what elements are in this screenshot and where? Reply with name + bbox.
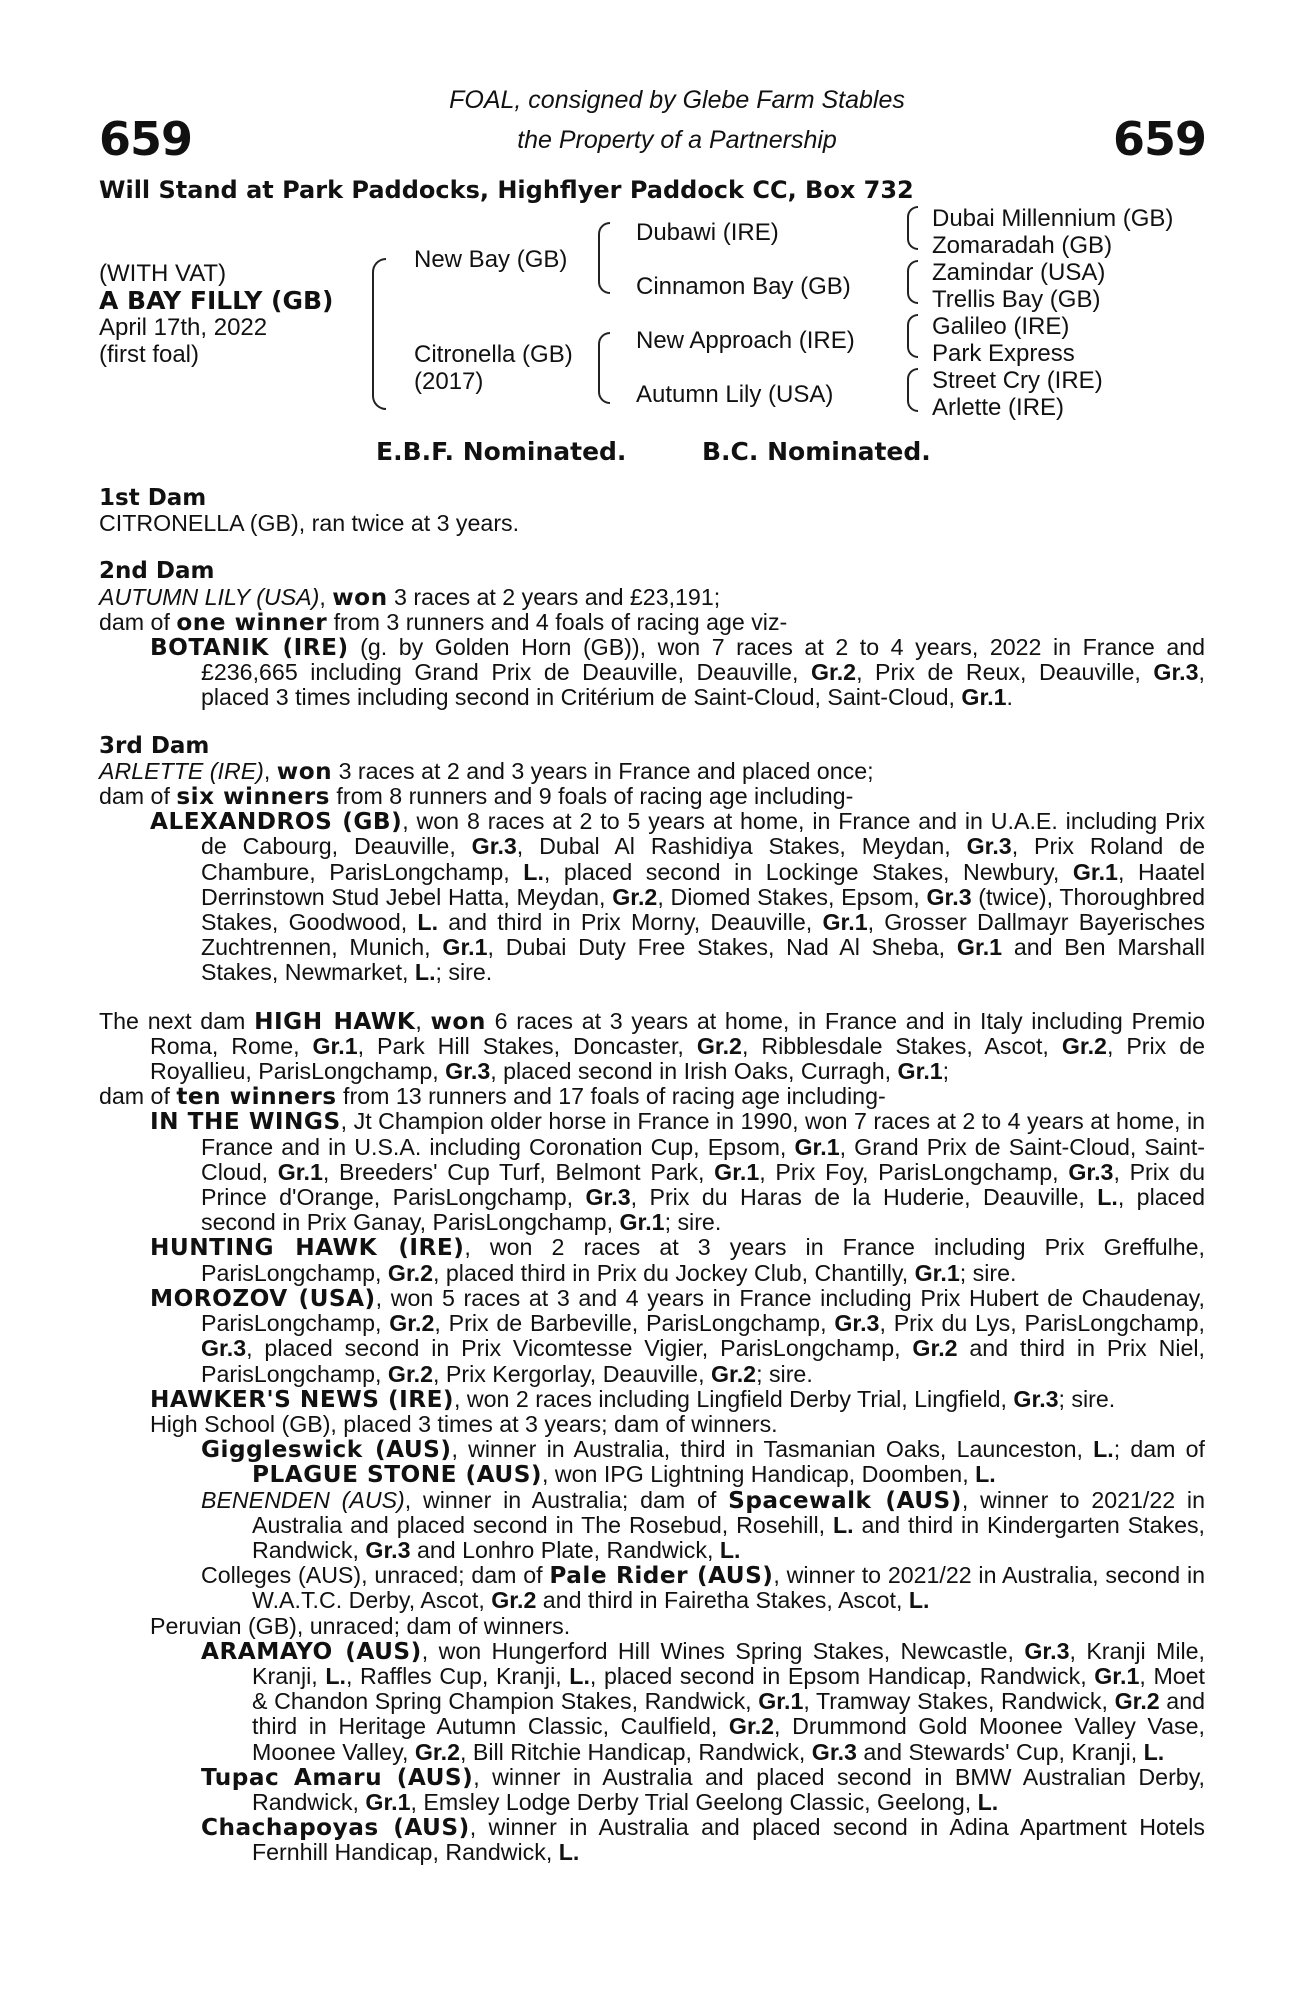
first-dam-text: CITRONELLA (GB), ran twice at 3 years.	[99, 510, 520, 537]
sire-dam: Cinnamon Bay (GB)	[636, 273, 851, 300]
pedigree-brace-main	[372, 258, 386, 410]
grand-progeny-entry: Chachapoyas (AUS), winner in Australia and placed second in Adina Apartment Hotels Fernhill Handicap, Randwick, L.	[201, 1814, 1205, 1866]
progeny-entry: HUNTING HAWK (IRE), won 2 races at 3 years in France including Prix Greffulhe, ParisLongchamp, Gr.2, placed third in Prix du Jockey Club, Chantilly, Gr.1; sire.	[150, 1234, 1205, 1286]
first-dam-heading: 1st Dam	[99, 485, 207, 511]
lot-title: A BAY FILLY (GB)	[99, 286, 334, 315]
sire-name: New Bay (GB)	[414, 246, 568, 273]
pedigree-brace-sire	[598, 222, 610, 294]
second-dam-line: AUTUMN LILY (USA), won 3 races at 2 years and £23,191;	[99, 583, 721, 611]
pedigree-brace-dam	[598, 332, 610, 404]
third-dam-heading: 3rd Dam	[99, 732, 210, 759]
dam-dam: Autumn Lily (USA)	[636, 381, 834, 408]
g3-sds: Zamindar (USA)	[932, 259, 1106, 286]
g3-dds: Street Cry (IRE)	[932, 367, 1103, 394]
grand-progeny-entry: Colleges (AUS), unraced; dam of Pale Rider (AUS), winner to 2021/22 in Australia, second in W.A.T.C. Derby, Ascot, Gr.2 and third in Fairetha Stakes, Ascot, L.	[201, 1562, 1205, 1614]
sire-sire: Dubawi (IRE)	[636, 219, 779, 246]
second-dam-heading: 2nd Dam	[99, 558, 215, 585]
dam-year: (2017)	[414, 368, 484, 395]
lot-number-right: 659	[1112, 112, 1206, 166]
ebf-nomination: E.B.F. Nominated.	[376, 437, 627, 466]
g3-sss: Dubai Millennium (GB)	[932, 205, 1174, 232]
dam-sire: New Approach (IRE)	[636, 327, 855, 354]
grand-progeny-entry: Giggleswick (AUS), winner in Australia, third in Tasmanian Oaks, Launceston, L.; dam of PLAGUE STONE (AUS), won IPG Lightning Handicap, Doomben, L.	[201, 1436, 1205, 1489]
g3-ddd: Arlette (IRE)	[932, 394, 1065, 421]
g3-dss: Galileo (IRE)	[932, 313, 1070, 340]
g3-sdd: Trellis Bay (GB)	[932, 286, 1101, 313]
pedigree-brace-ss	[907, 206, 918, 250]
consignor-line: FOAL, consigned by Glebe Farm Stables	[449, 86, 905, 114]
second-dam-produce: dam of one winner from 3 runners and 4 foals of racing age viz-	[99, 608, 788, 636]
pedigree-brace-dd	[907, 368, 918, 412]
bc-nomination: B.C. Nominated.	[702, 437, 931, 466]
grand-progeny-entry: BENENDEN (AUS), winner in Australia; dam of Spacewalk (AUS), winner to 2021/22 in Australia and placed second in The Rosebud, Rosehill, L. and third in Kindergarten Stakes, Randwick, Gr.3 and Lonhro Plate, Randwick, L.	[201, 1486, 1205, 1563]
grand-progeny-entry: Tupac Amaru (AUS), winner in Australia and placed second in BMW Australian Derby, Randwick, Gr.1, Emsley Lodge Derby Trial Geelong Classic, Geelong, L.	[201, 1763, 1206, 1815]
property-line: the Property of a Partnership	[517, 126, 837, 154]
pedigree-brace-ds	[907, 314, 918, 358]
g3-dsd: Park Express	[932, 340, 1075, 367]
third-dam-line: ARLETTE (IRE), won 3 races at 2 and 3 years in France and placed once;	[99, 757, 874, 785]
progeny-entry: IN THE WINGS, Jt Champion older horse in France in 1990, won 7 races at 2 to 4 years at home, in France and in U.S.A. including Coronation Cup, Epsom, Gr.1, Grand Prix de Saint-Cloud, Saint-Cloud, Gr.1, Breeders' Cup Turf, Belmont Park, Gr.1, Prix Foy, ParisLongchamp, Gr.3, Prix du Prince d'Orange, ParisLongchamp, Gr.3, Prix du Haras de la Huderie, Deauville, L., placed second in Prix Ganay, ParisLongchamp, Gr.1; sire.	[150, 1108, 1206, 1236]
catalogue-body	[99, 486, 1205, 1866]
next-dam-entry: The next dam HIGH HAWK, won 6 races at 3 years at home, in France and in Italy including Premio Roma, Rome, Gr.1, Park Hill Stakes, Doncaster, Gr.2, Ribblesdale Stakes, Ascot, Gr.2, Prix de Royallieu, ParisLongchamp, Gr.3, placed second in Irish Oaks, Curragh, Gr.1;	[99, 1007, 1206, 1085]
third-dam-produce: dam of six winners from 8 runners and 9 foals of racing age including-	[99, 783, 854, 811]
grand-progeny-entry: ARAMAYO (AUS), won Hungerford Hill Wines Spring Stakes, Newcastle, Gr.3, Kranji Mile, Kranji, L., Raffles Cup, Kranji, L., placed second in Epsom Handicap, Randwick, Gr.1, Moet & Chandon Spring Champion Stakes, Randwick, Gr.1, Tramway Stakes, Randwick, Gr.2 and third in Heritage Autumn Classic, Caulfield, Gr.2, Drummond Gold Moonee Valley Vase, Moonee Valley, Gr.2, Bill Ritchie Handicap, Randwick, Gr.3 and Stewards' Cup, Kranji, L.	[201, 1637, 1205, 1765]
progeny-entry: HAWKER'S NEWS (IRE), won 2 races including Lingfield Derby Trial, Lingfield, Gr.3; sire.	[150, 1385, 1116, 1413]
lot-number-left: 659	[99, 112, 193, 166]
stand-location: Will Stand at Park Paddocks, Highflyer Paddock CC, Box 732	[99, 176, 914, 204]
vat-note: (WITH VAT)	[99, 260, 227, 287]
foaling-date: April 17th, 2022	[99, 314, 268, 341]
progeny-entry: ALEXANDROS (GB), won 8 races at 2 to 5 years at home, in France and in U.A.E. including Prix de Cabourg, Deauville, Gr.3, Dubal Al Rashidiya Stakes, Meydan, Gr.3, Prix Roland de Chambure, ParisLongchamp, L., placed second in Lockinge Stakes, Newbury, Gr.1, Haatel Derrinstown Stud Jebel Hatta, Meydan, Gr.2, Diomed Stakes, Epsom, Gr.3 (twice), Thoroughbred Stakes, Goodwood, L. and third in Prix Morny, Deauville, Gr.1, Grosser Dallmayr Bayerisches Zuchtrennen, Munich, Gr.1, Dubai Duty Free Stakes, Nad Al Sheba, Gr.1 and Ben Marshall Stakes, Newmarket, L.; sire.	[150, 808, 1205, 986]
dam-name: Citronella (GB)	[414, 341, 573, 368]
g3-ssd: Zomaradah (GB)	[932, 232, 1113, 259]
foal-note: (first foal)	[99, 341, 200, 368]
progeny-entry: BOTANIK (IRE) (g. by Golden Horn (GB)), won 7 races at 2 to 4 years, 2022 in France and £236,665 including Grand Prix de Deauville, Deauville, Gr.2, Prix de Reux, Deauville, Gr.3, placed 3 times including second in Critérium de Saint-Cloud, Saint-Cloud, Gr.1.	[150, 634, 1206, 711]
pedigree-brace-sd	[907, 260, 918, 304]
next-dam-produce: dam of ten winners from 13 runners and 17 foals of racing age including-	[99, 1083, 886, 1111]
progeny-entry: Peruvian (GB), unraced; dam of winners.	[150, 1612, 571, 1639]
progeny-entry: High School (GB), placed 3 times at 3 years; dam of winners.	[150, 1410, 778, 1437]
progeny-entry: MOROZOV (USA), won 5 races at 3 and 4 years in France including Prix Hubert de Chaudenay, ParisLongchamp, Gr.2, Prix de Barbeville, ParisLongchamp, Gr.3, Prix du Lys, ParisLongchamp, Gr.3, placed second in Prix Vicomtesse Vigier, ParisLongchamp, Gr.2 and third in Prix Niel, ParisLongchamp, Gr.2, Prix Kergorlay, Deauville, Gr.2; sire.	[150, 1284, 1205, 1387]
